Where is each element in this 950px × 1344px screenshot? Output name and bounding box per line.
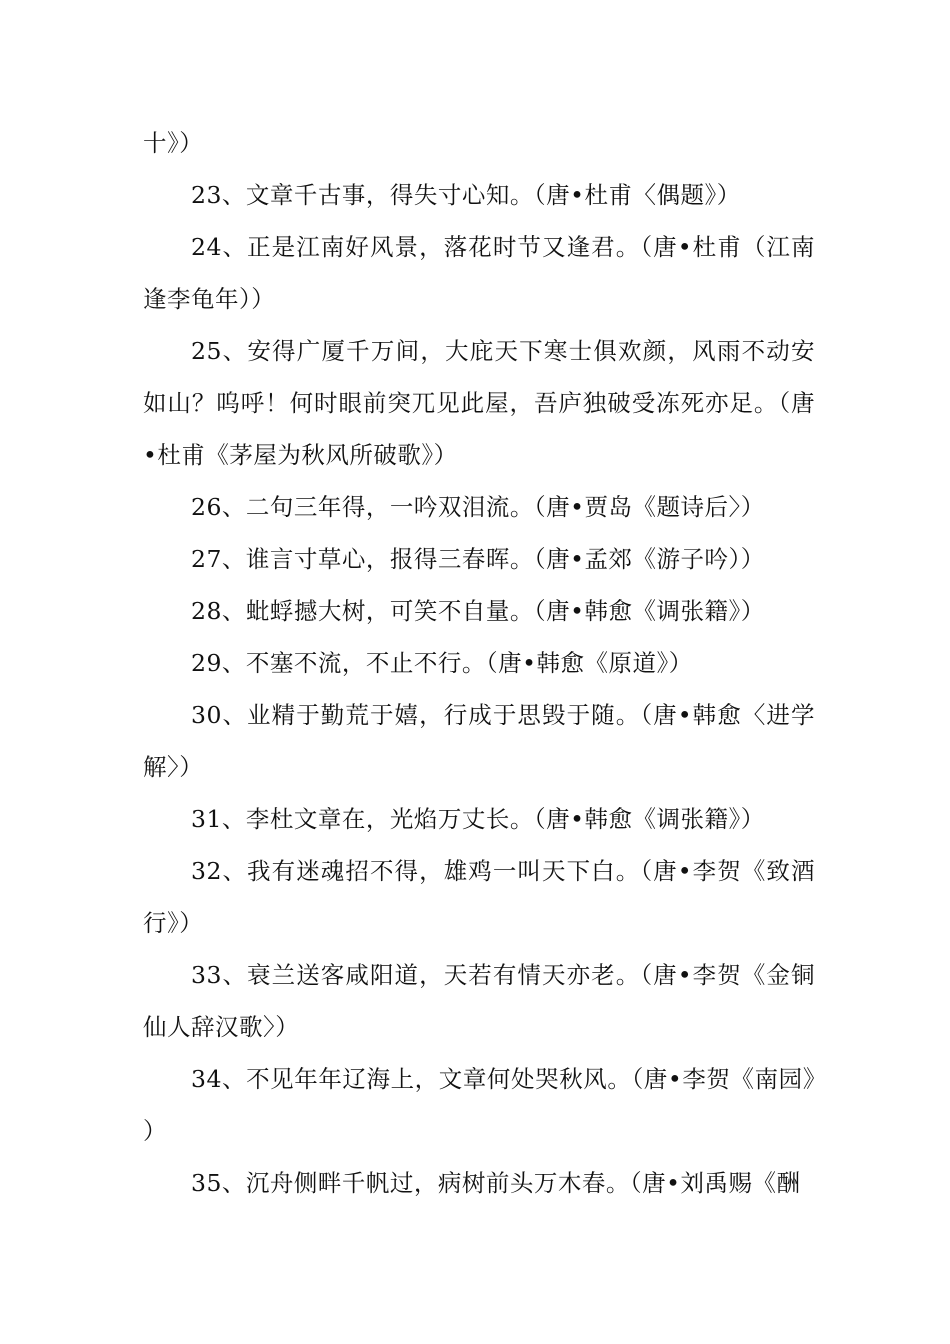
quote-continuation: 十》）	[143, 129, 204, 157]
quote-24: 24、正是江南好风景，落花时节又逢君。（唐•杜甫（江南逢李龟年））	[143, 233, 815, 313]
quote-25: 25、安得广厦千万间，大庇天下寒士俱欢颜，风雨不动安如山？呜呼！何时眼前突兀见此屋，吾庐独破受冻死亦足。（唐•杜甫《茅屋为秋风所破歌》）	[143, 337, 815, 469]
quote-30: 30、业精于勤荒于嬉，行成于思毁于随。（唐•韩愈〈进学解〉）	[143, 701, 815, 781]
quote-29: 29、不塞不流，不止不行。（唐•韩愈《原道》）	[191, 649, 693, 677]
quote-31: 31、李杜文章在，光焰万丈长。（唐•韩愈《调张籍》）	[191, 805, 765, 833]
quote-list	[143, 117, 815, 1209]
quote-23: 23、文章千古事，得失寸心知。（唐•杜甫〈偶题》）	[191, 181, 741, 209]
quote-27: 27、谁言寸草心，报得三春晖。（唐•孟郊《游子吟））	[191, 545, 765, 573]
quote-26: 26、二句三年得，一吟双泪流。（唐•贾岛《题诗后〉）	[191, 493, 765, 521]
quote-28: 28、蚍蜉撼大树，可笑不自量。（唐•韩愈《调张籍》）	[191, 597, 765, 625]
quote-34: 34、不见年年辽海上，文章何处哭秋风。（唐•李贺《南园》）	[143, 1065, 815, 1145]
quote-33: 33、衰兰送客咸阳道，天若有情天亦老。（唐•李贺《金铜仙人辞汉歌〉）	[143, 961, 815, 1041]
quote-32: 32、我有迷魂招不得，雄鸡一叫天下白。（唐•李贺《致酒行》）	[143, 857, 815, 937]
quote-35: 35、沉舟侧畔千帆过，病树前头万木春。（唐•刘禹赐《酬	[191, 1169, 801, 1197]
